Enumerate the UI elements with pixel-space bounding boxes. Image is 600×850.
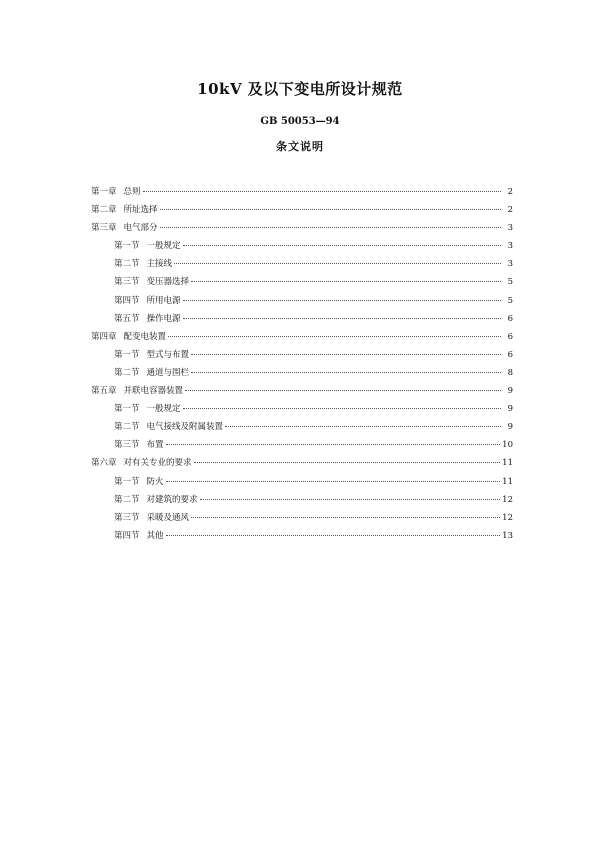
toc-chapter-entry[interactable] [91,454,513,472]
toc-entry-number: 第一章 [91,187,117,197]
toc-entry-label: 防火 [146,476,164,487]
toc-entry-number: 第一节 [114,349,140,360]
toc-section-entry[interactable] [91,400,513,418]
toc-section-entry[interactable] [91,491,513,509]
dot-leader [143,190,501,192]
dot-leader [166,443,501,445]
toc-section-entry[interactable] [91,310,513,328]
toc-chapter-entry[interactable] [91,183,513,201]
dot-leader [225,425,501,427]
toc-entry-label: 通道与围栏 [146,367,190,378]
toc-entry-number: 第四章 [91,331,117,342]
table-of-contents [91,183,513,545]
toc-entry-number: 第一节 [114,404,140,415]
dot-leader [183,244,501,246]
toc-entry-page-number: 2 [507,187,513,197]
toc-entry-label: 操作电源 [146,313,181,324]
toc-entry-page-number: 10 [502,440,513,451]
document-subtitle: 条文说明 [276,140,324,153]
toc-entry-number: 第二节 [114,259,140,270]
dot-leader [191,353,501,355]
dot-leader [183,299,501,301]
dot-leader [194,461,501,463]
toc-entry-label: 电气部分 [123,223,158,234]
toc-entry-number: 第六章 [91,458,117,469]
toc-entry-label: 主接线 [146,259,173,270]
toc-entry-page-number: 2 [507,205,513,216]
toc-entry-number: 第二节 [114,367,140,378]
toc-entry-label: 对有关专业的要求 [123,458,192,469]
dot-leader [191,516,500,518]
toc-entry-label: 总则 [123,187,141,197]
toc-section-entry[interactable] [91,346,513,364]
toc-section-entry[interactable] [91,509,513,527]
dot-leader [200,498,501,500]
toc-entry-number: 第四节 [114,530,140,541]
dot-leader [174,262,501,264]
toc-entry-page-number: 3 [507,223,513,234]
toc-entry-page-number: 6 [507,349,513,360]
dot-leader [191,371,501,373]
toc-entry-number: 第三节 [114,440,140,451]
toc-section-entry[interactable] [91,273,513,291]
toc-section-entry[interactable] [91,527,513,545]
toc-entry-number: 第二章 [91,205,117,216]
toc-chapter-entry[interactable] [91,219,513,237]
toc-entry-number: 第五节 [114,313,140,324]
toc-entry-label: 所用电源 [146,295,181,306]
toc-entry-page-number: 3 [507,259,513,270]
toc-section-entry[interactable] [91,418,513,436]
toc-section-entry[interactable] [91,255,513,273]
toc-entry-number: 第四节 [114,295,140,306]
dot-leader [160,208,501,210]
toc-entry-label: 配变电装置 [123,331,167,342]
toc-entry-number: 第一节 [114,241,140,252]
toc-entry-number: 第三节 [114,512,140,523]
toc-section-entry[interactable] [91,292,513,310]
toc-section-entry[interactable] [91,237,513,255]
toc-chapter-entry[interactable] [91,201,513,219]
dot-leader [191,280,501,282]
toc-entry-page-number: 13 [502,530,513,541]
toc-section-entry[interactable] [91,436,513,454]
toc-entry-page-number: 9 [507,404,513,415]
toc-entry-label: 型式与布置 [146,349,190,360]
toc-entry-label: 一般规定 [146,404,181,415]
toc-entry-number: 第二节 [114,422,140,433]
dot-leader [160,226,501,228]
toc-entry-page-number: 8 [507,367,513,378]
toc-entry-label: 所址选择 [123,205,158,216]
toc-entry-page-number: 5 [507,277,513,288]
toc-entry-page-number: 12 [502,512,513,523]
toc-entry-page-number: 11 [502,458,513,469]
toc-entry-label: 采暖及通风 [146,512,190,523]
toc-entry-page-number: 3 [507,241,513,252]
toc-entry-page-number: 9 [507,422,513,433]
toc-entry-label: 布置 [146,440,164,451]
toc-entry-label: 一般规定 [146,241,181,252]
dot-leader [168,335,501,337]
toc-entry-page-number: 12 [502,494,513,505]
dot-leader [185,389,501,391]
dot-leader [166,534,501,536]
toc-entry-page-number: 5 [507,295,513,306]
toc-entry-label: 电气接线及附属装置 [146,422,224,433]
toc-entry-label: 其他 [146,530,164,541]
dot-leader [183,317,501,319]
toc-entry-page-number: 9 [507,386,513,397]
document-title: 10kV 及以下变电所设计规范 [197,80,403,98]
toc-entry-number: 第三节 [114,277,140,288]
toc-entry-number: 第二节 [114,494,140,505]
dot-leader [183,407,501,409]
toc-chapter-entry[interactable] [91,382,513,400]
toc-entry-page-number: 6 [507,331,513,342]
toc-chapter-entry[interactable] [91,328,513,346]
dot-leader [166,480,501,482]
toc-entry-number: 第一节 [114,476,140,487]
toc-entry-page-number: 11 [502,476,513,487]
toc-entry-label: 变压器选择 [146,277,190,288]
toc-entry-number: 第五章 [91,386,117,397]
toc-section-entry[interactable] [91,364,513,382]
toc-entry-label: 并联电容器装置 [123,386,184,397]
toc-entry-page-number: 6 [507,313,513,324]
toc-section-entry[interactable] [91,473,513,491]
toc-entry-number: 第三章 [91,223,117,234]
standard-code: GB 50053—94 [260,116,340,127]
toc-entry-label: 对建筑的要求 [146,494,198,505]
